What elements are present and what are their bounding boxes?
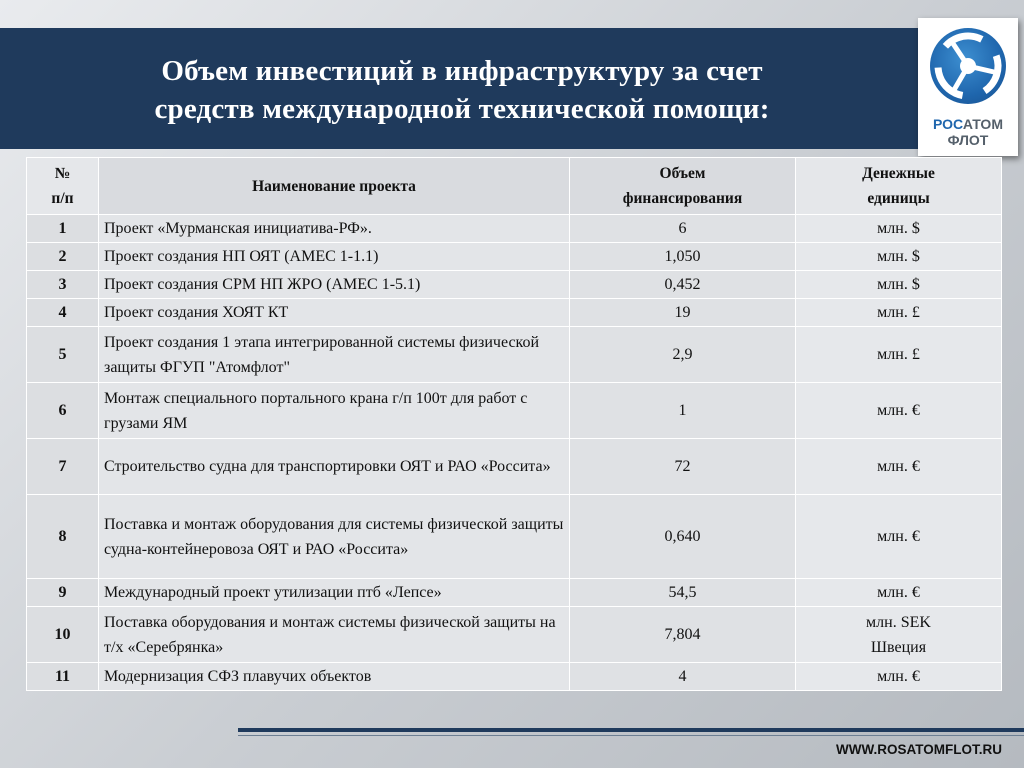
row-number: 8: [27, 495, 99, 579]
row-volume: 0,452: [570, 271, 796, 299]
row-units: млн. £: [796, 299, 1002, 327]
logo-brand-part1: РОС: [933, 116, 963, 132]
row-project-name: Проект создания НП ОЯТ (АМЕС 1-1.1): [99, 243, 570, 271]
header-number: [27, 158, 99, 215]
row-volume: 1: [570, 383, 796, 439]
header-units-line2: единицы: [867, 190, 930, 207]
row-volume: 0,640: [570, 495, 796, 579]
row-volume: 7,804: [570, 607, 796, 663]
row-volume: 1,050: [570, 243, 796, 271]
row-units: млн. €: [796, 579, 1002, 607]
table-header-row: [27, 158, 1002, 215]
row-number: 10: [27, 607, 99, 663]
row-units: [796, 607, 1002, 663]
row-number: 3: [27, 271, 99, 299]
row-project-name: Модернизация СФЗ плавучих объектов: [99, 663, 570, 691]
slide-title-line2: средств международной технической помощи:: [154, 93, 770, 125]
row-number: 5: [27, 327, 99, 383]
row-volume: 2,9: [570, 327, 796, 383]
row-units: млн. $: [796, 215, 1002, 243]
table-row: [27, 607, 1002, 663]
row-units: млн. €: [796, 663, 1002, 691]
row-volume: 4: [570, 663, 796, 691]
row-project-name: Проект создания СРМ НП ЖРО (АМЕС 1-5.1): [99, 271, 570, 299]
investment-table-wrapper: [26, 157, 1001, 691]
logo-brand-line2: ФЛОТ: [947, 132, 989, 148]
row-units-line2: Швеция: [870, 638, 927, 656]
row-number: 7: [27, 439, 99, 495]
row-number: 4: [27, 299, 99, 327]
header-volume-line1: Объем: [659, 165, 706, 182]
row-project-name: Международный проект утилизации птб «Лепсе»: [99, 579, 570, 607]
row-units: млн. €: [796, 439, 1002, 495]
row-units: млн. $: [796, 271, 1002, 299]
table-row: [27, 299, 1002, 327]
table-row: [27, 383, 1002, 439]
row-project-name: Проект создания ХОЯТ КТ: [99, 299, 570, 327]
header-number-line1: №: [54, 165, 71, 182]
row-project-name: Проект «Мурманская инициатива-РФ».: [99, 215, 570, 243]
investment-table: [26, 157, 1002, 691]
row-units: млн. €: [796, 383, 1002, 439]
row-number: 9: [27, 579, 99, 607]
table-row: [27, 215, 1002, 243]
header-number-line2: п/п: [51, 190, 74, 207]
website-link[interactable]: WWW.ROSATOMFLOT.RU: [836, 742, 1002, 757]
table-row: [27, 271, 1002, 299]
table-row: [27, 439, 1002, 495]
row-number: 1: [27, 215, 99, 243]
row-project-name: Строительство судна для транспортировки ОЯТ и РАО «Россита»: [99, 439, 570, 495]
row-volume: 54,5: [570, 579, 796, 607]
slide-title-line1: Объем инвестиций в инфраструктуру за счет: [161, 55, 763, 87]
header-volume: [570, 158, 796, 215]
footer-divider: [238, 728, 1024, 732]
row-volume: 6: [570, 215, 796, 243]
row-project-name: Поставка оборудования и монтаж системы физической защиты на т/х «Серебрянка»: [99, 607, 570, 663]
table-row: [27, 579, 1002, 607]
header-project-name: Наименование проекта: [99, 158, 570, 215]
footer-divider-thin: [238, 735, 1024, 736]
row-number: 6: [27, 383, 99, 439]
row-project-name: Поставка и монтаж оборудования для системы физической защиты судна-контейнеровоза ОЯТ и РАО «Россита»: [99, 495, 570, 579]
logo-brand-part2: АТОМ: [962, 116, 1003, 132]
header-volume-line2: финансирования: [622, 190, 743, 207]
row-volume: 19: [570, 299, 796, 327]
row-units: млн. £: [796, 327, 1002, 383]
row-project-name: Проект создания 1 этапа интегрированной системы физической защиты ФГУП "Атомфлот": [99, 327, 570, 383]
slide-title: [0, 52, 1024, 128]
header-units: [796, 158, 1002, 215]
row-number: 2: [27, 243, 99, 271]
row-units-line1: млн. SEK: [866, 613, 931, 631]
row-volume: 72: [570, 439, 796, 495]
row-project-name: Монтаж специального портального крана г/п 100т для работ с грузами ЯМ: [99, 383, 570, 439]
table-row: [27, 663, 1002, 691]
row-units: млн. $: [796, 243, 1002, 271]
rosatomflot-logo: [918, 18, 1018, 156]
rosatom-atom-icon: [930, 28, 1006, 104]
row-units: млн. €: [796, 495, 1002, 579]
table-row: [27, 327, 1002, 383]
row-number: 11: [27, 663, 99, 691]
table-row: [27, 495, 1002, 579]
table-row: [27, 243, 1002, 271]
logo-wordmark: [918, 116, 1018, 148]
header-units-line1: Денежные: [862, 165, 935, 182]
